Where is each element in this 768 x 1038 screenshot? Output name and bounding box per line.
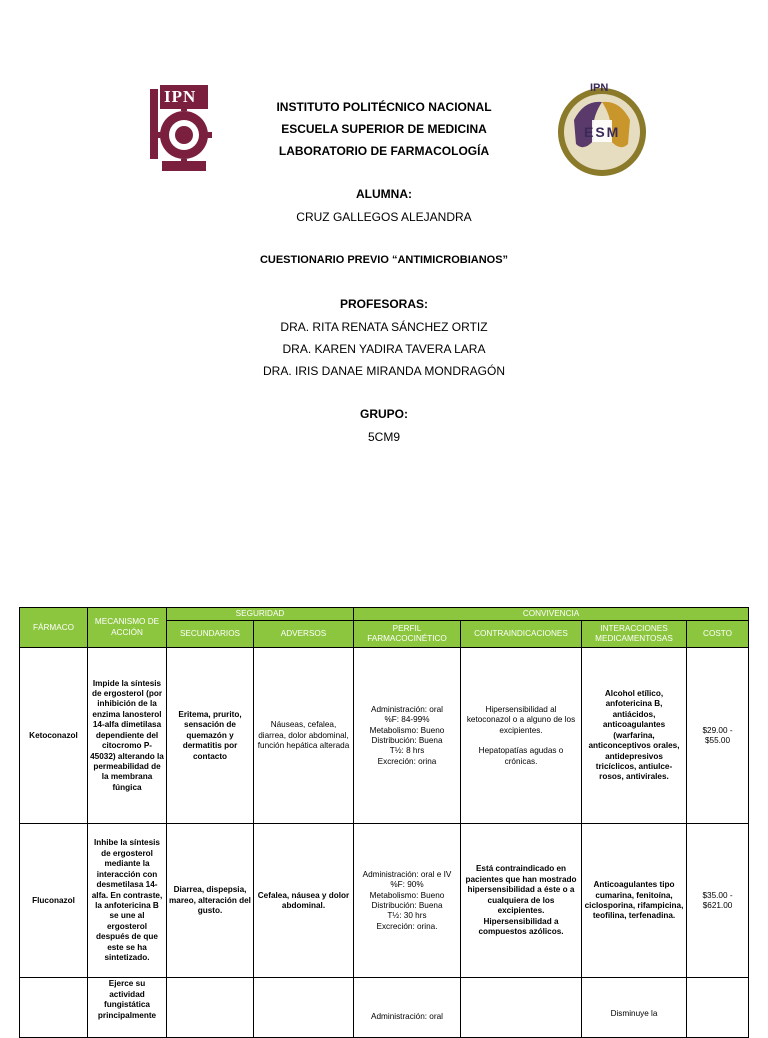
antimicrobial-table xyxy=(19,607,749,1038)
student-label: ALUMNA: xyxy=(356,187,412,201)
group-label: GRUPO: xyxy=(360,407,408,421)
cell-costo xyxy=(687,978,749,1038)
teacher-3: DRA. IRIS DANAE MIRANDA MONDRAGÓN xyxy=(262,364,506,378)
cell-contraindicaciones: Está contraindicado en pacientes que han mostrado hipersensibilidad a éste o a cualquiera de los excipientes. Hipersensibilidad a compuestos azólicos. xyxy=(461,824,582,978)
institution-name: INSTITUTO POLITÉCNICO NACIONAL xyxy=(276,100,492,114)
cell-costo: $35.00 - $621.00 xyxy=(687,824,749,978)
cell-adversos: Cefalea, náusea y dolor abdominal. xyxy=(254,824,354,978)
header-group-seguridad: SEGURIDAD xyxy=(167,608,354,621)
cell-mecanismo: Inhibe la síntesis de ergosterol mediante la interacción con desmetilasa 14-alfa. En contraste, la anfotericina B se une al ergosterol después de que este se ha sintetizado. xyxy=(88,824,167,978)
student-name: CRUZ GALLEGOS ALEJANDRA xyxy=(296,210,472,224)
cell-interacciones: Alcohol etílico, anfotericina B, antiácidos, anticoagulantes (warfarina, anticonceptivos orales, antidepresivos tricíclicos, antiulce-rosos, antivirales. xyxy=(582,648,687,824)
cell-perfil: Administración: oral e IV %F: 90% Metabolismo: Bueno Distribución: Buena T½: 30 hrs Excreción: orina. xyxy=(354,824,461,978)
teachers-label: PROFESORAS: xyxy=(339,297,428,311)
lab-name: LABORATORIO DE FARMACOLOGÍA xyxy=(278,144,490,158)
esm-logo-top-text: IPN xyxy=(590,82,609,94)
cell-mecanismo: Impide la síntesis de ergosterol (por inhibición de la enzima lanosterol 14-alfa dimetilasa dependiente del citocromo P-45032) alterando la permeabilidad de la membrana fúngica xyxy=(88,648,167,824)
cell-perfil: Administración: oral xyxy=(354,978,461,1038)
table-row xyxy=(20,978,749,1038)
ipn-logo-text: IPN xyxy=(164,87,197,106)
cell-interacciones: Disminuye la xyxy=(582,978,687,1038)
header-costo: COSTO xyxy=(687,621,749,648)
cell-farmaco: Ketoconazol xyxy=(20,648,88,824)
header-contraindicaciones: CONTRAINDICACIONES xyxy=(461,621,582,648)
cell-mecanismo: Ejerce su actividad fungistática principalmente xyxy=(88,978,167,1038)
school-name: ESCUELA SUPERIOR DE MEDICINA xyxy=(281,122,487,136)
header-mecanismo: MECANISMO DE ACCIÓN xyxy=(88,608,167,648)
esm-logo-center-text: ESM xyxy=(584,124,621,140)
cell-perfil: Administración: oral %F: 84-99% Metabolismo: Bueno Distribución: Buena T½: 8 hrs Excreción: orina xyxy=(354,648,461,824)
table-row xyxy=(20,824,749,978)
header-group-convivencia: CONVIVENCIA xyxy=(354,608,749,621)
header-secundarios: SECUNDARIOS xyxy=(167,621,254,648)
assignment-title: CUESTIONARIO PREVIO “ANTIMICROBIANOS” xyxy=(259,254,509,266)
cell-secundarios: Eritema, prurito, sensación de quemazón y dermatitis por contacto xyxy=(167,648,254,824)
header-farmaco: FÁRMACO xyxy=(20,608,88,648)
table-header-row-1 xyxy=(20,608,749,621)
cell-costo: $29.00 - $55.00 xyxy=(687,648,749,824)
cell-contraindicaciones xyxy=(461,978,582,1038)
table-row xyxy=(20,648,749,824)
cell-secundarios xyxy=(167,978,254,1038)
cell-adversos: Náuseas, cefalea, diarrea, dolor abdominal, función hepática alterada xyxy=(254,648,354,824)
cell-adversos xyxy=(254,978,354,1038)
header-perfil: PERFIL FARMACOCINÉTICO xyxy=(354,621,461,648)
header-adversos: ADVERSOS xyxy=(254,621,354,648)
teacher-2: DRA. KAREN YADIRA TAVERA LARA xyxy=(282,342,486,356)
teacher-1: DRA. RITA RENATA SÁNCHEZ ORTIZ xyxy=(280,320,488,334)
cell-secundarios: Diarrea, dispepsia, mareo, alteración del gusto. xyxy=(167,824,254,978)
group-value: 5CM9 xyxy=(367,430,400,444)
cell-farmaco xyxy=(20,978,88,1038)
cell-interacciones: Anticoagulantes tipo cumarina, fenitoína, ciclosporina, rifampicina, teofilina, terfenadina. xyxy=(582,824,687,978)
cell-contraindicaciones: Hipersensibilidad al ketoconazol o a alguno de los excipientes. Hepatopatías agudas o crónicas. xyxy=(461,648,582,824)
header-interacciones: INTERACCIONES MEDICAMENTOSAS xyxy=(582,621,687,648)
cell-farmaco: Fluconazol xyxy=(20,824,88,978)
